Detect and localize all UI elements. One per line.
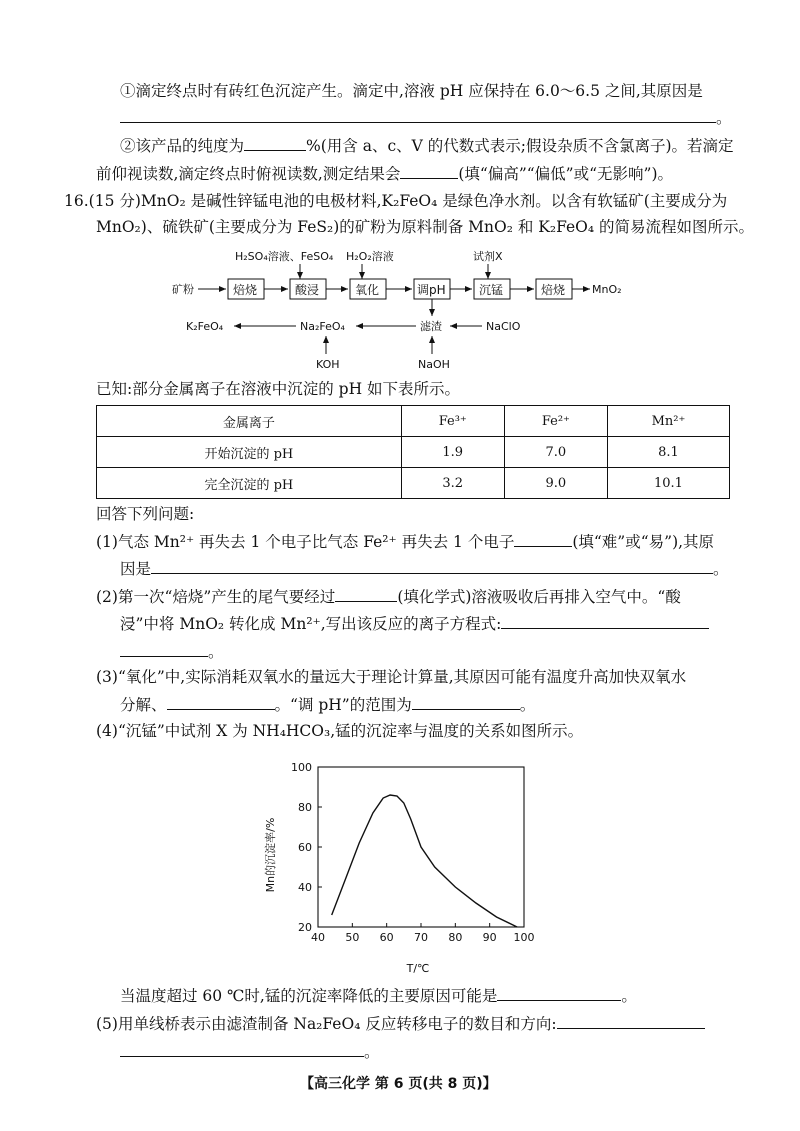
q2-blank-equation-cont[interactable] — [120, 640, 208, 657]
flow-filter-residue: 滤渣 — [420, 320, 442, 333]
flow-start: 矿粉 — [172, 283, 194, 296]
table-cell: 7.0 — [504, 437, 607, 468]
table-cell: 完全沉淀的 pH — [97, 468, 402, 499]
y-tick-label: 40 — [298, 881, 312, 894]
table-header-row — [97, 406, 730, 437]
q5-line2: 。 — [120, 1040, 380, 1063]
q3-a: (3)“氧化”中,实际消耗双氧水的量远大于理论计算量,其原因可能有温度升高加快双氧水 — [96, 668, 687, 686]
svg-text:焙烧: 焙烧 — [233, 283, 258, 297]
table-cell: 8.1 — [607, 437, 729, 468]
table-header-cell: Mn²⁺ — [607, 406, 729, 437]
q16-intro-a: (15 分)MnO₂ 是碱性锌锰电池的电极材料,K₂FeO₄ 是绿色净水剂。以含有软锰矿(主要成分为 — [88, 192, 728, 210]
q3-b: 分解、 — [120, 696, 167, 714]
svg-text:沉锰: 沉锰 — [479, 283, 504, 297]
chart-ylabel: Mn的沉淀率/% — [264, 817, 277, 893]
q1-blank-difficulty[interactable] — [514, 530, 572, 547]
q2-line3: 。 — [120, 640, 224, 663]
process-flow-diagram — [150, 246, 670, 376]
flow-reagent-acid: H₂SO₄溶液、FeSO₄ — [235, 250, 334, 263]
table-cell: 10.1 — [607, 468, 729, 499]
q15-item1-blank[interactable] — [120, 106, 716, 123]
table-cell: 3.2 — [401, 468, 504, 499]
q16-intro-b: MnO₂)、硫铁矿(主要成分为 FeS₂)的矿粉为原料制备 MnO₂ 和 K₂FeO₄ 的简易流程如图所示。 — [96, 218, 755, 236]
svg-text:焙烧: 焙烧 — [541, 283, 566, 297]
flow-reagent-oxid: H₂O₂溶液 — [346, 250, 394, 263]
table-row — [97, 468, 730, 499]
y-tick-label: 100 — [291, 761, 312, 774]
table-cell: 1.9 — [401, 437, 504, 468]
flow-box-roast2 — [536, 279, 572, 299]
q4-blank-reason[interactable] — [497, 984, 621, 1001]
page-footer: 【高三化学 第 6 页(共 8 页)】 — [300, 1076, 497, 1092]
table-row — [97, 437, 730, 468]
table-header-cell: 金属离子 — [97, 406, 402, 437]
q15-item1-line — [120, 80, 703, 102]
q15-item1-text: ①滴定终点时有砖红色沉淀产生。滴定中,溶液 pH 应保持在 6.0～6.5 之间,其原因是 — [120, 82, 703, 100]
q2-c: 浸”中将 MnO₂ 转化成 Mn²⁺,写出该反应的离子方程式: — [120, 615, 502, 633]
x-tick-label: 70 — [414, 931, 428, 944]
q16-intro-line2 — [96, 216, 754, 238]
q16-number: 16. — [64, 192, 89, 210]
chart-svg — [258, 755, 548, 980]
flow-box-acid-leach — [290, 279, 326, 299]
q3-line1 — [96, 666, 686, 688]
x-tick-label: 50 — [345, 931, 360, 944]
q4-line1 — [96, 720, 583, 742]
x-tick-label: 100 — [513, 931, 535, 944]
flow-box-adjust-ph — [414, 279, 450, 299]
y-tick-label: 80 — [298, 801, 312, 814]
table-cell: 9.0 — [504, 468, 607, 499]
flow-naclo: NaClO — [486, 320, 521, 333]
svg-text:酸浸: 酸浸 — [295, 283, 320, 297]
table-header-cell: Fe³⁺ — [401, 406, 504, 437]
q1-a: (1)气态 Mn²⁺ 再失去 1 个电子比气态 Fe²⁺ 再失去 1 个电子 — [96, 533, 515, 551]
q4-a: (4)“沉锰”中试剂 X 为 NH₄HCO₃,锰的沉淀率与温度的关系如图所示。 — [96, 722, 584, 740]
svg-text:氧化: 氧化 — [355, 283, 380, 297]
q5-a: (5)用单线桥表示由滤渣制备 Na₂FeO₄ 反应转移电子的数目和方向: — [96, 1015, 557, 1033]
q1-line2: 因是 。 — [120, 557, 729, 580]
q3-blank-ph-range[interactable] — [412, 693, 520, 710]
q2-line1 — [96, 585, 681, 608]
q3-blank-reason[interactable] — [167, 693, 275, 710]
q2-line2 — [120, 612, 709, 635]
q2-blank-equation[interactable] — [501, 612, 709, 629]
q4-line2: 当温度超过 60 ℃时,锰的沉淀率降低的主要原因可能是 。 — [120, 984, 637, 1007]
chart-series-line — [332, 795, 517, 927]
q2-a: (2)第一次“焙烧”产生的尾气要经过 — [96, 588, 336, 606]
q1-line1 — [96, 530, 714, 553]
q15-item2-b: %(用含 a、c、V 的代数式表示;假设杂质不含氯离子)。若滴定 — [306, 137, 734, 155]
q15-item2-a: ②该产品的纯度为 — [120, 137, 245, 155]
known-text: 已知:部分金属离子在溶液中沉淀的 pH 如下表所示。 — [96, 380, 461, 398]
q1-c: 因是 — [120, 560, 152, 578]
q15-item2-c: 前仰视读数,滴定终点时俯视读数,测定结果会 — [96, 165, 401, 183]
q5-blank-electron-transfer[interactable] — [557, 1012, 705, 1029]
flow-box-precipitate-mn — [474, 279, 510, 299]
q2-blank-formula[interactable] — [335, 585, 397, 602]
flow-box-oxidation — [350, 279, 386, 299]
table-header-cell: Fe²⁺ — [504, 406, 607, 437]
q15-purity-blank[interactable] — [244, 134, 306, 151]
answer-intro: 回答下列问题: — [96, 505, 195, 523]
q3-line2: 分解、 。“调 pH”的范围为 。 — [120, 693, 535, 716]
y-tick-label: 20 — [298, 921, 312, 934]
q2-b: (填化学式)溶液吸收后再排入空气中。“酸 — [397, 588, 681, 606]
x-tick-label: 60 — [379, 931, 394, 944]
q15-item1-end: 。 — [716, 109, 732, 127]
q15-item2-line — [120, 134, 734, 157]
x-tick-label: 40 — [311, 931, 325, 944]
flow-end-product: MnO₂ — [592, 283, 622, 296]
flow-koh: KOH — [316, 358, 340, 371]
q5-line1 — [96, 1012, 705, 1035]
flow-box-roast1 — [228, 279, 264, 299]
q15-result-blank[interactable] — [400, 162, 458, 179]
flow-na2feo4: Na₂FeO₄ — [300, 320, 345, 333]
q15-item1-answer-line — [120, 106, 732, 129]
q4-b: 当温度超过 60 ℃时,锰的沉淀率降低的主要原因可能是 — [120, 987, 498, 1005]
flow-naoh: NaOH — [418, 358, 450, 371]
flow-k2feo4: K₂FeO₄ — [186, 320, 224, 333]
flow-reagent-x: 试剂X — [473, 250, 503, 263]
chart-xlabel: T/℃ — [406, 962, 430, 975]
y-tick-label: 60 — [298, 841, 312, 854]
svg-text:调pH: 调pH — [417, 283, 446, 297]
q3-c: 。“调 pH”的范围为 — [274, 696, 412, 714]
x-tick-label: 80 — [448, 931, 463, 944]
table-cell: 开始沉淀的 pH — [97, 437, 402, 468]
q15-item2-d: (填“偏高”“偏低”或“无影响”)。 — [458, 165, 673, 183]
chart-ticks — [291, 761, 535, 944]
ion-ph-table — [96, 405, 730, 499]
q1-blank-reason[interactable] — [151, 557, 713, 574]
q1-b: (填“难”或“易”),其原 — [572, 533, 715, 551]
mn-precipitation-chart — [258, 755, 548, 984]
q15-item2-line2 — [96, 162, 673, 185]
q5-blank-cont[interactable] — [120, 1040, 364, 1057]
x-tick-label: 90 — [482, 931, 497, 944]
q16-intro-line1 — [64, 190, 727, 212]
